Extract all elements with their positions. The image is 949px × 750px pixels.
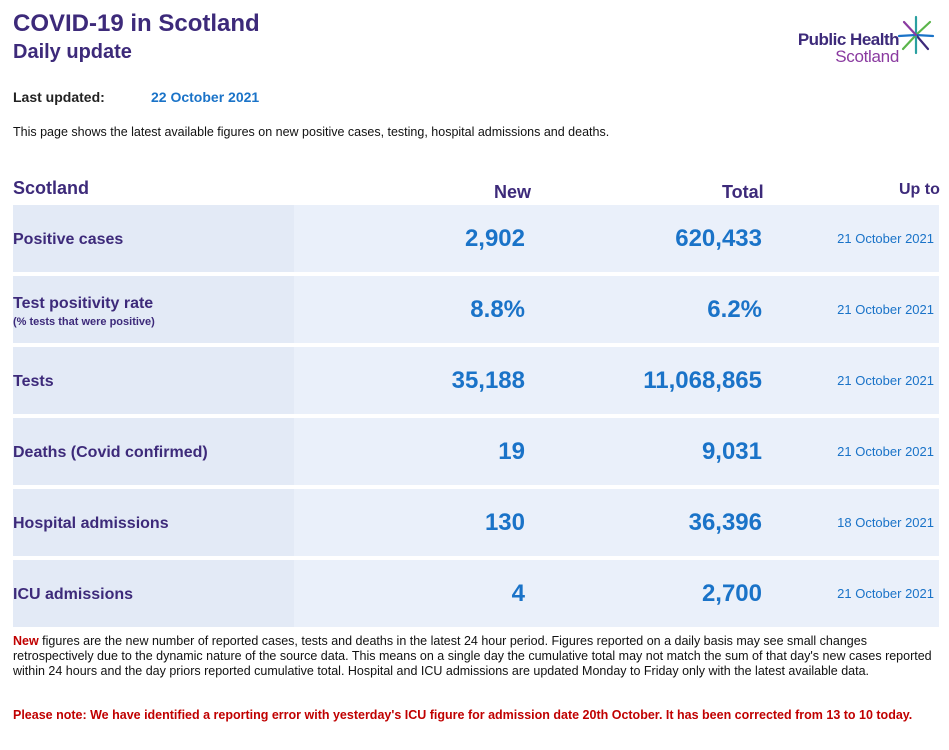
footnote-text: figures are the new number of reported cases, tests and deaths in the latest 24 hour period. Figures reported on a daily basis may see small changes retrospectively due to the dynamic nature of the source data. This means on a single day the cumulative total may not match the sum of that day's new cases reported within 24 hours and the day priors reported cumulative total. Hospital and ICU admissions are updated Monday to Friday only with the latest available data. bbox=[13, 634, 932, 678]
row-new-value: 130 bbox=[484, 509, 525, 536]
row-label: Positive cases bbox=[13, 231, 124, 248]
row-new-value: 35,188 bbox=[451, 367, 525, 394]
row-new-value: 8.8% bbox=[470, 296, 525, 323]
row-total-value: 620,433 bbox=[675, 225, 762, 252]
logo-text-line2: Scotland bbox=[835, 47, 899, 66]
row-total-value: 36,396 bbox=[688, 509, 762, 536]
row-total-value: 6.2% bbox=[707, 296, 762, 323]
row-sublabel: (% tests that were positive) bbox=[13, 316, 155, 328]
column-header-new: New bbox=[494, 182, 532, 202]
row-label-cell bbox=[13, 347, 294, 414]
row-new-value: 2,902 bbox=[464, 225, 525, 252]
row-total-value: 9,031 bbox=[701, 438, 762, 465]
row-total-value: 11,068,865 bbox=[643, 367, 762, 394]
error-notice: Please note: We have identified a reporting error with yesterday's ICU figure for admission date 20th October. It has been corrected from 13 to 10 today. bbox=[13, 708, 913, 722]
row-new-value: 19 bbox=[498, 438, 525, 465]
row-label: Hospital admissions bbox=[13, 515, 169, 532]
public-health-scotland-logo[interactable] bbox=[787, 14, 937, 69]
table-row bbox=[13, 560, 939, 627]
row-up-to-date: 18 October 2021 bbox=[837, 515, 934, 530]
last-updated-value: 22 October 2021 bbox=[151, 89, 260, 105]
table-row bbox=[13, 489, 939, 556]
row-up-to-date: 21 October 2021 bbox=[837, 444, 934, 459]
row-up-to-date: 21 October 2021 bbox=[837, 302, 934, 317]
logo-text-line1: Public Health bbox=[797, 30, 899, 49]
row-label: Tests bbox=[13, 373, 54, 390]
star-burst-icon bbox=[897, 14, 935, 56]
column-header-total: Total bbox=[722, 182, 764, 202]
row-up-to-date: 21 October 2021 bbox=[837, 373, 934, 388]
region-heading: Scotland bbox=[13, 178, 90, 198]
intro-text: This page shows the latest available figures on new positive cases, testing, hospital admissions and deaths. bbox=[13, 125, 610, 139]
page-title: COVID-19 in Scotland bbox=[13, 10, 260, 37]
row-total-value: 2,700 bbox=[701, 580, 762, 607]
row-label: Deaths (Covid confirmed) bbox=[13, 444, 208, 461]
stats-table bbox=[13, 205, 939, 631]
last-updated-label: Last updated: bbox=[13, 89, 105, 105]
footnote-new-keyword: New bbox=[13, 634, 39, 648]
table-row bbox=[13, 347, 939, 414]
footnote bbox=[13, 634, 933, 679]
row-up-to-date: 21 October 2021 bbox=[837, 586, 934, 601]
row-label: Test positivity rate bbox=[13, 295, 154, 312]
page-subtitle: Daily update bbox=[13, 41, 132, 63]
column-header-up-to: Up to bbox=[899, 181, 940, 198]
table-row bbox=[13, 418, 939, 485]
table-row bbox=[13, 276, 939, 343]
row-label: ICU admissions bbox=[13, 586, 134, 603]
row-up-to-date: 21 October 2021 bbox=[837, 231, 934, 246]
table-row bbox=[13, 205, 939, 272]
row-new-value: 4 bbox=[511, 580, 525, 607]
